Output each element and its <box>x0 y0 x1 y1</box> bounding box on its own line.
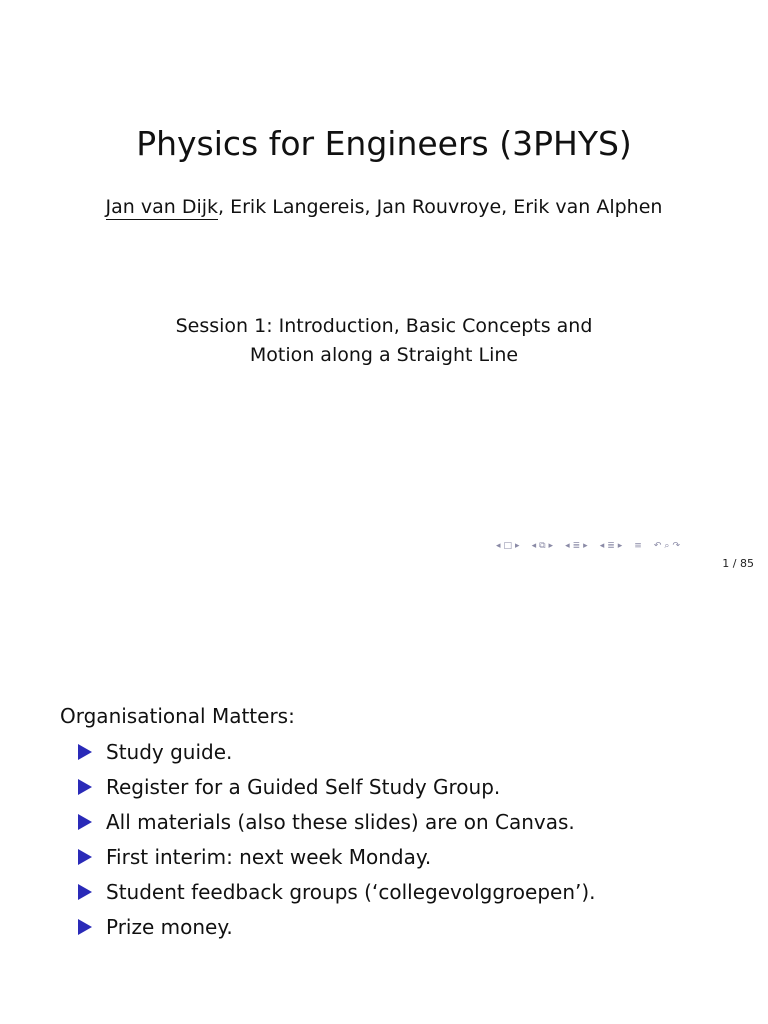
list-item: All materials (also these slides) are on Canvas. <box>78 804 596 839</box>
triangle-right-icon <box>78 744 92 760</box>
slide-organisational <box>0 620 768 1024</box>
list-item: Student feedback groups (‘collegevolggroepen’). <box>78 874 596 909</box>
nav-search-icon[interactable]: ⌕ <box>664 541 670 551</box>
nav-subsection-icon[interactable]: ⧉ <box>539 541 546 551</box>
author-list <box>0 196 768 218</box>
nav-doc-icon[interactable]: ≣ <box>607 541 615 551</box>
page-number: 1 / 85 <box>722 557 754 570</box>
nav-align-icon[interactable]: ≡ <box>634 541 642 551</box>
co-authors: , Erik Langereis, Jan Rouvroye, Erik van Alphen <box>218 196 663 218</box>
session-subtitle <box>0 312 768 370</box>
nav-back-icon[interactable]: ↶ <box>653 541 662 551</box>
session-line-2: Motion along a Straight Line <box>249 344 519 366</box>
nav-next-section-icon[interactable]: ▸ <box>583 541 588 551</box>
nav-next-doc-icon[interactable]: ▸ <box>617 541 623 551</box>
nav-first-icon[interactable]: ◂ <box>496 541 501 551</box>
list-item: Prize money. <box>78 909 596 944</box>
nav-frame-icon[interactable]: □ <box>503 541 513 551</box>
bullet-list <box>78 734 596 944</box>
list-item: Register for a Guided Self Study Group. <box>78 769 596 804</box>
list-item: First interim: next week Monday. <box>78 839 596 874</box>
nav-section-icon[interactable]: ≣ <box>572 541 581 551</box>
nav-prev-doc-icon[interactable]: ◂ <box>599 541 605 551</box>
nav-next-frame-icon[interactable]: ▸ <box>548 541 554 551</box>
nav-prev-frame-icon[interactable]: ◂ <box>531 541 537 551</box>
beamer-navigation[interactable] <box>496 539 762 553</box>
triangle-right-icon <box>78 919 92 935</box>
nav-prev-section-icon[interactable]: ◂ <box>565 541 570 551</box>
list-item: Study guide. <box>78 734 596 769</box>
slide-title-heading: Physics for Engineers (3PHYS) <box>136 124 632 163</box>
presenter-name: Jan van Dijk <box>105 196 219 218</box>
nav-forward-icon[interactable]: ↷ <box>672 541 680 551</box>
org-heading: Organisational Matters: <box>60 704 295 728</box>
session-line-1: Session 1: Introduction, Basic Concepts and <box>175 315 593 337</box>
triangle-right-icon <box>78 849 92 865</box>
nav-next-icon[interactable]: ▸ <box>515 541 520 551</box>
triangle-right-icon <box>78 779 92 795</box>
triangle-right-icon <box>78 814 92 830</box>
triangle-right-icon <box>78 884 92 900</box>
